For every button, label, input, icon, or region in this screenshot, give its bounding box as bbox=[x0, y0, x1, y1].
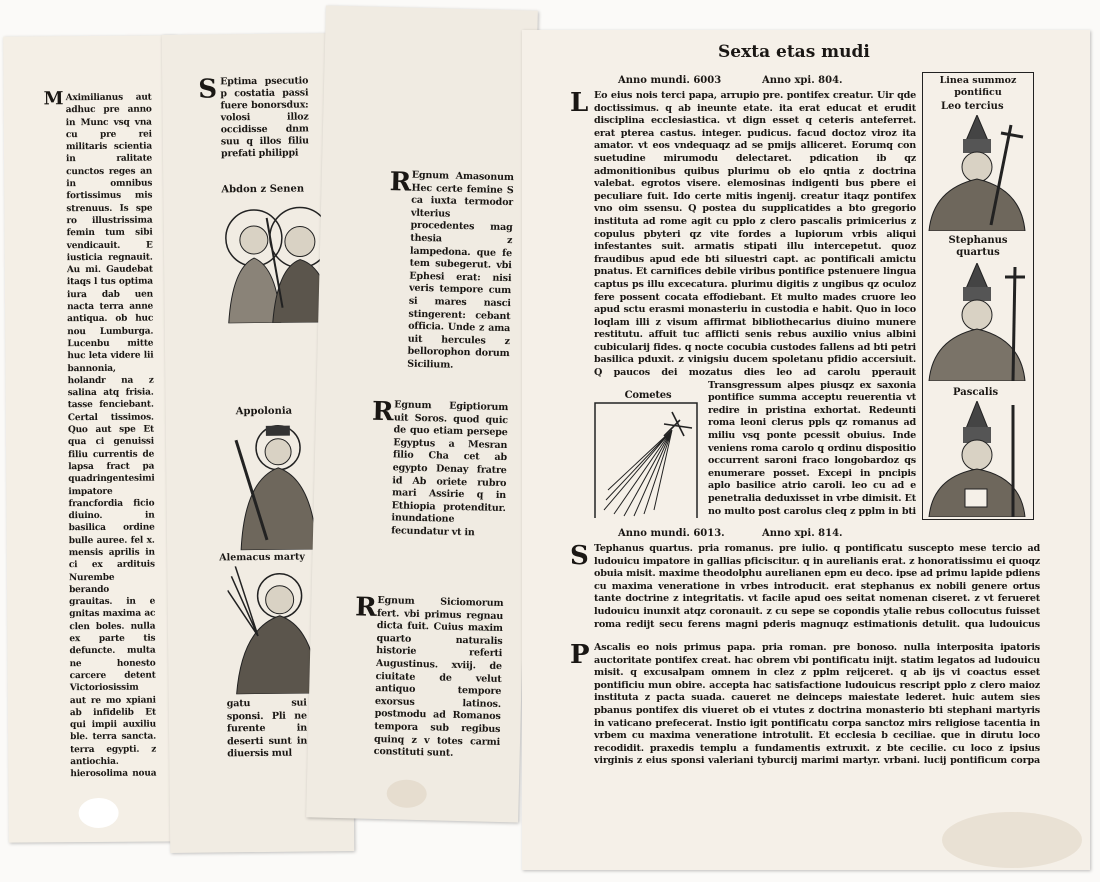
comet-figure bbox=[594, 390, 702, 518]
woodcut-pope-paschal-icon bbox=[925, 401, 1031, 517]
paragraph-leo-iii bbox=[594, 90, 916, 518]
paragraph-stephanus-iv: Tephanus quartus. pria romanus. pre iulio. q pontificatu suscepto mese tercio ad ludouicu impatore in gallias pficiscitur. q in aurelianis erat. z honoratissimu ei quoqz obuia misit. maxime theodolphu aurelianen epm eu deco. ipse ad primu lapide pdiens cu maxima veneratione in vrbes introducit. erat stephanus ex nobili genere ortus tante doctrine z integritatis. vt facile apud oes seitat nomenan ciseret. z vt ferueret ludouicu inunxit atqz coronauit. z cu sepe se copondis ytalie rebus collocutus fuisset roma redijt secu ferens magni pderis magnuqz estimationis detulit. qua ludouicus bbox=[594, 543, 1040, 630]
drop-cap: M bbox=[43, 88, 64, 110]
pope-name-leo-iii: Leo tercius bbox=[941, 101, 1004, 112]
drop-cap: L bbox=[570, 88, 589, 118]
lineage-title: Linea summoz pontificu bbox=[939, 75, 1017, 98]
leaf-c-section-amazons: Egnum Amasonum Hec certe femine S ca iuxta termodor vlterius procedentes mag thesia z lampedona. que fe tem subegerut. vbi Ephesi erat: nisi veris tempore cum si mares nasci stingerent: cebant officia. Unde z ama uit hercules z bellorophon dorum Sicilium. bbox=[407, 169, 514, 371]
leaf-c-section-sicyon: Egnum Siciomorum fert. vbi primus regnau dicta fuit. Cuius maxim quarto naturalis historie referti Augustinus. xviij. de ciuitate de velut antiquo tempore exorsus latinos. postmodu ad Romanos tempora sub regibus quinq z v totes carmi constituti sunt. bbox=[373, 594, 504, 759]
year-mundi-1: Anno mundi. 6003 bbox=[618, 75, 722, 86]
paper-stain bbox=[386, 779, 427, 808]
paper-stain bbox=[942, 812, 1082, 868]
leaf-a-text: Aximilianus aut adhuc pre anno in Munc vsq vna cu pre rei militaris scientia in ralitate cunctos reges an in omnibus fortissimus mis strenuus. Is spe ro illustrissima femin tum sibi vendicauit. E iusticia regnauit. Au mi. Gaudebat itaqs l tus optima iura dab uen nacta terra anne antiqua. ob huc nou Lumburga. Lucenbu mitte huc leta videre lii bannonia, holandr na z salina atq frisia. tasse fenciebant. Certal tissimos. Quo aut spe Et qua ci genuissi filiu currentis de lapsa fract pa quadringentesimi impatore francfordia ficio diuino. in basilica ordine bulle auree. fel x. mensis aprilis in ci ex ardituis Nurembe berando grauitas. in e gnitas maxima ac clen boles. nulla ex parte tis defuncte. multa ne honesto carcere detent Victoriosissim aut re mo xpiani ab infidelib Et qui impii auxiliu ble. terra sancta. terra egypti. z antiochia. hierosolima noua bbox=[65, 92, 157, 780]
drop-cap: R bbox=[371, 396, 395, 428]
comet-label: Cometes bbox=[624, 390, 672, 401]
leaf-b-bottom-text: gatu sui sponsi. Pli ne furente in deserti sunt in diuersis mul bbox=[226, 697, 308, 760]
paragraph-leo-iii-text: Eo eius nois terci papa, arrupio pre. pontifex creatur. Uir qde doctissimus. q ab ineunte etate. ita erat educat et erudit disciplina ecclesiastica. vt dign esset q ceteris anteferret. erat pterea castus. integer. pudicus. facud doctoz viroz ita amator. vt eos vndequaqz ad se pmijs alliceret. Eorumq con suetudine mirumodu delectaret. pdication ib qz admonitionibus quibus plurimu ob elo qntia z doctrina valebat. egrotos visere. elemosinas indigenti bus pbere ei peculiare fuit. Ido certe mitis ingenij. creatur itaqz pontifex vno oim ssensu. Q postea du supplicatides a bto gregorio instituta ad rome agit cu pplo z clero pascalis primicerius z copulus pbyteri qz vite fordes a lupiorum vrbis aliqui infestantes suit. armatis stipati illu intercepetut. quoz fraudibus apud ede bti siluestri capt. ac pontificali amictu pnatus. Et carnifices debile viribus pontifice pstenuere lingua captus ps illu excecatura. plurimu digitis z ungibus qz oculoz fere possent cocata effodiebant. Et multo mades cruore leo apud sctu erasmi monasteriu in custodia e habit. Quo in loco loqlam illi z visum affirmat bibliothecarius diuino munere restitutu. affuit tuc afflicti senis rebus auxilio vnius albini cubicularij fides. q nocte cocubia custodes fallens ad bti petri basilica pduxit. z vinigsiu ducem spoletanu pfidio accersiuit. Q paucos dei mozatus dies leo ad carolu pperauit Transgressum alpes piusqz ex saxonia pontifice summa acceptu reuerentia vt redire in pristina exhortat. Redeunti roma leoni clerus ppls qz romanus ad miliu vsq ponte pcessit obuius. Inde veniens roma carolo q ordinu dispositio occurrent saroni fraco longobardoz qs enumerare posset. Excepi in pncipis aplo basilice atrio caroli. leo cu ad e penetralia deduxisset in vrbe dimisit. Et no multo post carolus cleq z pplm in bti bbox=[594, 90, 916, 517]
woodcut-saint-apollonia-icon bbox=[226, 419, 317, 550]
leaf-c bbox=[306, 6, 538, 823]
running-head: Sexta etas mudi bbox=[718, 42, 870, 62]
caption-martyr: Alemacus marty bbox=[219, 551, 305, 564]
year-christi-1: Anno xpi. 804. bbox=[762, 75, 843, 86]
drop-cap: R bbox=[389, 167, 412, 198]
year-mundi-2: Anno mundi. 6013. bbox=[618, 528, 725, 539]
caption-appolonia: Appolonia bbox=[235, 405, 293, 418]
year-christi-2: Anno xpi. 814. bbox=[762, 528, 843, 539]
drop-cap: S bbox=[198, 74, 218, 105]
paragraph-paschal-i: Ascalis eo nois primus papa. pria roman. pre bonoso. nulla interposita ipatoris auctoritate pontifex creat. hac obrem vbi pontificatu inijt. statim legatos ad ludouicu misit. q excusalpam omnem in clez z pplm reijceret. q ab ijs vi coactus esset pontificiu mun obire. accepta hac satisfactione ludouicus rescript pplo z clero maioz instituta z pacta suada. caueret ne deinceps maiestate lederet. huic autem sies pbanus pontifex dis viueret ob ei vtutes z doctrina monasterio bti stephani martyris in vaticano prefecerat. Instio igit pontificatu corpa sanctoz mirs religiose tacentia in vrbem cu maxima veneratione introtulit. Et ecclesia b ceciliae. que in dirutu loco recodidit. praxedis templu a fundamentis extruxit. z bte cecilie. cu loco z ipsius virginis z eius sponsi valeriani tyburcij marimi martyr. vrbani. lucij pontificum corpa bbox=[594, 642, 1040, 767]
drop-cap: S bbox=[570, 541, 589, 571]
paper-stain bbox=[79, 798, 119, 828]
drop-cap: R bbox=[354, 592, 378, 623]
pope-lineage-box bbox=[922, 72, 1034, 520]
woodcut-pope-stephen-icon bbox=[925, 263, 1031, 381]
pope-name-paschal-i: Pascalis bbox=[953, 387, 999, 398]
woodcut-comet-icon bbox=[594, 402, 698, 518]
woodcut-saint-martyr-icon bbox=[227, 565, 318, 694]
leaf-c-section-egypt: Egnum Egiptiorum uit Soros. quod quic de quo etiam persepe Egyptus a Mesran filio Cha cet ab egypto Denay fratre id Ab oriete rubro mari Assirie q in Ethiopia protenditur. inundatione fecundatur vt in bbox=[391, 399, 509, 539]
leaf-a bbox=[3, 35, 181, 842]
caption-abdon-senen: Abdon z Senen bbox=[221, 183, 305, 196]
pope-name-stephen-iv: Stephanus quartus bbox=[948, 235, 1008, 258]
drop-cap: P bbox=[570, 640, 590, 670]
leaf-d bbox=[522, 30, 1090, 870]
woodcut-pope-leo-icon bbox=[925, 115, 1031, 231]
leaf-b-text: Eptima psecutio p costatia passi fuere bonorsdux: volosi illoz occidisse dnm suu q illos filiu prefati philippi bbox=[220, 75, 309, 160]
